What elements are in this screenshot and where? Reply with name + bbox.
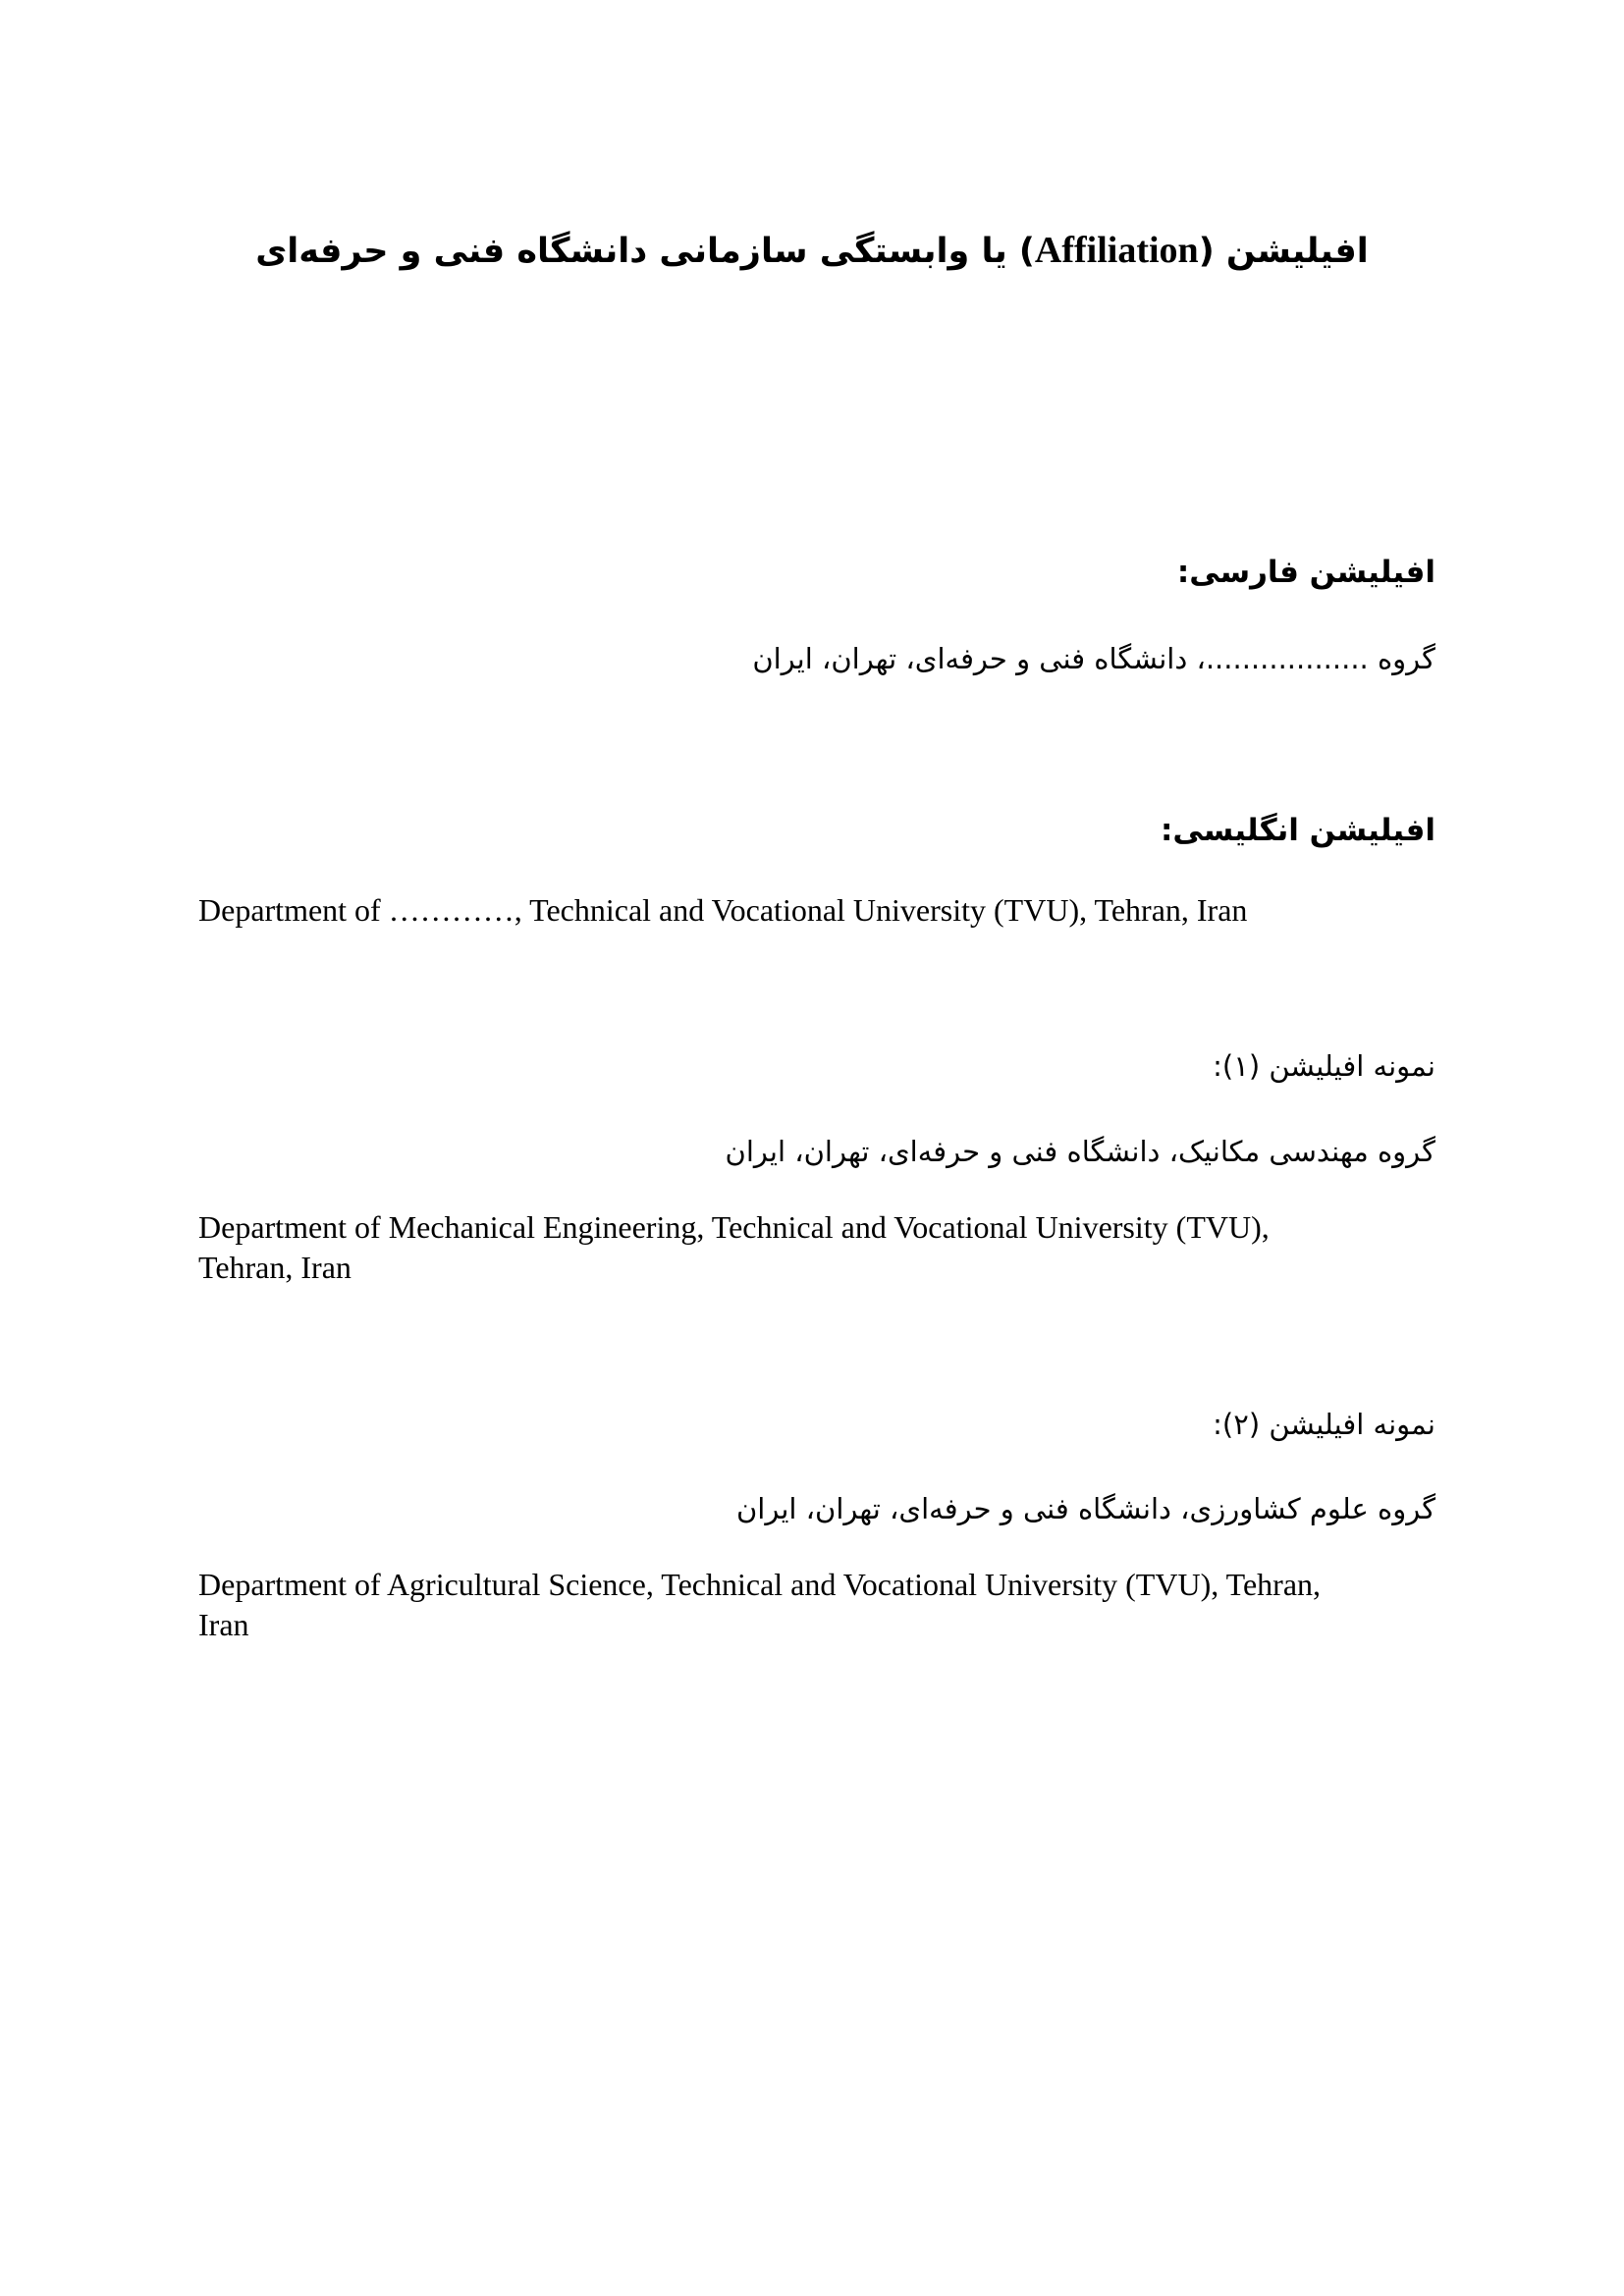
english-affiliation-text: Department of …………, Technical and Vocational University (TVU), Tehran, Iran bbox=[198, 892, 1248, 928]
title-part-1: افیلیشن ( bbox=[1198, 232, 1369, 271]
title-part-2: ) یا وابستگی سازمانی دانشگاه فنی و حرفه‌ای bbox=[255, 232, 1035, 271]
sample-2-english-line-1: Department of Agricultural Science, Technical and Vocational University (TVU), Tehran, bbox=[198, 1567, 1322, 1602]
english-affiliation-heading: افیلیشن انگلیسی: bbox=[1160, 813, 1435, 848]
sample-2-english bbox=[198, 1565, 1435, 1645]
farsi-affiliation-heading: افیلیشن فارسی: bbox=[1176, 555, 1435, 590]
sample-2-farsi: گروه علوم کشاورزی، دانشگاه فنی و حرفه‌ای، تهران، ایران bbox=[735, 1492, 1435, 1525]
sample-1-english bbox=[198, 1207, 1435, 1288]
sample-2-english-line-2: Iran bbox=[198, 1607, 249, 1642]
sample-1-farsi: گروه مهندسی مکانیک، دانشگاه فنی و حرفه‌ای، تهران، ایران bbox=[725, 1135, 1435, 1168]
sample-1-english-line-2: Tehran, Iran bbox=[198, 1250, 352, 1285]
farsi-affiliation-text: گروه ..................، دانشگاه فنی و حرفه‌ای، تهران، ایران bbox=[752, 642, 1435, 675]
title-latin-term: Affiliation bbox=[1034, 230, 1199, 271]
sample-1-english-line-1: Department of Mechanical Engineering, Technical and Vocational University (TVU), bbox=[198, 1209, 1270, 1245]
page-title bbox=[196, 224, 1428, 278]
sample-1-heading: نمونه افیلیشن (۱): bbox=[1213, 1049, 1435, 1083]
sample-2-heading: نمونه افیلیشن (۲): bbox=[1213, 1408, 1435, 1441]
